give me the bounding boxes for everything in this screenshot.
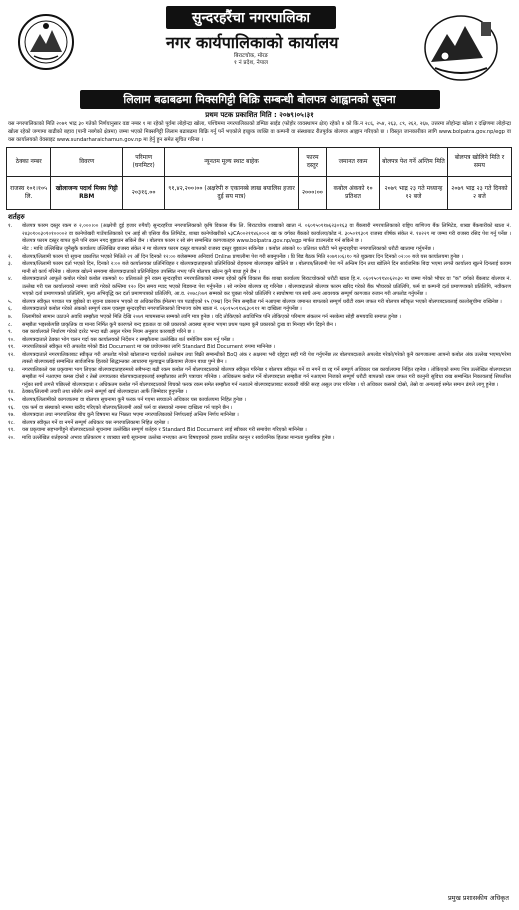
- term-item: [8, 352, 511, 367]
- column-header: जमानत रकम: [327, 148, 380, 177]
- org-name: सुन्दरहरैंचा नगरपालिका: [166, 6, 336, 29]
- term-item: [8, 223, 511, 246]
- table-cell: खोलाजन्य पदार्थ मिक्स गिट्टी RBM: [51, 177, 123, 210]
- terms-list: [6, 223, 513, 442]
- column-header: बोलपत्र खोलिने मिति र समय: [447, 148, 511, 177]
- column-header: परिमाण (घनमिटर): [123, 148, 165, 177]
- term-item: [8, 246, 511, 254]
- term-number: ७.: [8, 313, 13, 320]
- term-text: बोलपत्र/लिलामी फारम दर्ता भएको दिन, दिनको २:०० बजे कार्यालयका प्रतिनिधिहरु र बोलपत्रदाताहरुको प्रतिनिधिको रोहबरमा बोलपत्रहरु खोलिने छ । बोलपत्र/लिलामी पेश गर्ने अन्तिम दिन तथा खोलिने दिन सार्वजनिक बिदा भएमा लगत्तै कार्यालय खुल्ने दिनलाई कायम मानी सो कार्य गरिनेछ । बोलपत्र खोल्ने समयमा बोलपत्रदाताको प्रतिनिधिहरु उपस्थित नभए पनि बोलपत्र खोल्न कुनै बाधा हुने छैन ।: [22, 261, 511, 275]
- column-header: फारम दस्तुर: [298, 148, 326, 177]
- term-text: नोट : माथि उल्लिखित जुनैसुकै कार्यालय उल्लिखित राजस्व संकेत नं मा बोलपत्र फारम दस्तुर बापतको राजस्व दस्तुर बुझाउन सकिनेछ । कबोल अंकको १० प्रतिशत धरौटी भने सुन्दरहरैंचा नगरपालिकाको धरौटी खातामा गर्नुपर्नेछ ।: [22, 246, 435, 253]
- term-item: [8, 412, 511, 420]
- address-line: बिराटचोक, मोरङ: [233, 53, 269, 59]
- table-cell: राजस्व १०१।१०५ लि.: [7, 177, 51, 210]
- term-text: बोलपत्रदाताले आफूले कबोल गरेको कबोल रकमको १० प्रतिशतले हुने रकम सुन्दरहरैंचा नगरपालिकाको नाममा रहेको कृषि विकास बैंक शाखा कार्यालय बिराटचोकको धरौटी खाता हि.न. ०६०१५०११४०६२०३० मा जम्मा गरेको भौचर वा "क" वर्गको बैंकबाट बोलपत्र नं. उल्लेख गरी यस कार्यालयको नाममा जारी गरेको कम्तिमा १२० दिन समय म्याद भएको बिडबन्ड पेश गर्नुपर्नेछ । सो नगरेमा बोलपत्र रद्द गरिनेछ । बोलपत्रदाताले बोलपत्र फारम खरिद गरेको बैंक भौचरको प्रतिलिपि, फर्म वा कम्पनी दर्ता प्रमाणपत्रको प्रतिलिपि, नवीकरण भएको दर्ता प्रमाणपत्रको प्रतिलिपि, मूल्य अभिवृद्धि कर दर्ता प्रमाणपत्रको प्रतिलिपि, आ.व. २०७८/०७९ सम्मको कर चुक्ता गरेको प्रतिलिपि र स्वघोषणा पत्र साथै अन्य आवश्यक सम्पूर्ण कागजात रुजान गरी अपलोड गर्नुपर्नेछ ।: [22, 276, 511, 298]
- office-name: नगर कार्यपालिकाको कार्यालय: [166, 33, 339, 52]
- table-header-row: [7, 148, 512, 177]
- term-text: यस प्रकृयामा सहभागीहुने बोलपत्रदाताले सूचनामा उल्लेखित सम्पूर्ण शर्तहरु र Standard Bid Document लाई स्वीकार गरी समावेश गरिएको मानिनेछ ।: [22, 427, 307, 434]
- term-item: [8, 344, 511, 352]
- term-item: [8, 435, 511, 443]
- table-row: [7, 177, 512, 210]
- municipality-logo-icon: [421, 12, 501, 84]
- address-line: १ नं प्रदेश, नेपाल: [233, 60, 269, 66]
- bid-table: [6, 147, 512, 210]
- term-item: [8, 367, 511, 390]
- term-text: बोलपत्र/लिलामीको कागजातमा वा बोलपत्र सूचनामा कुनै फरक पर्न गएमा सच्याउने अधिकार यस कार्यालयमा निहित हुनेछ ।: [22, 396, 246, 403]
- term-text: लिलामीको सामान उठाउने अवधि सम्झौता भएको मिति देखि २०७९ माघमसान्त सम्मको लागि मात्र हुनेछ । यदि तोकिएको अवधिभित्र पनि तोकिएको परिमाण संकलन गर्न नसकेमा सोही समयवधि समाप्त हुनेछ ।: [22, 313, 401, 320]
- term-text: एक फर्म वा संस्थाको नाममा खरीद गरिएको बोलपत्र/लिलामी अर्को फर्म वा संस्थाको नाममा दाखिला गर्न पाइने छैन ।: [22, 404, 233, 411]
- term-text: नगरपालिकाले स्वीकृत गरी अपलोड गरेको Bid Document मा यस प्रयोजनका लागि Standard Bid Document रुपमा मानिनेछ ।: [22, 344, 276, 351]
- term-item: [8, 314, 511, 322]
- term-item: [8, 322, 511, 330]
- term-number: ८.: [8, 321, 13, 328]
- term-item: [8, 389, 511, 397]
- term-number: १२.: [8, 351, 15, 358]
- column-header: ठेक्का नम्बर: [7, 148, 51, 177]
- term-text: बोलपत्र फारम दस्तुर रकम रु २,०००।०० (अक्षरेपी दुई हजार रुपैयाँ) सुन्दरहरैंचा नगरपालिकाको कृषि विकास बैंक लि. बिराटचोक शाखाको खाता नं. ०६०१५०११७६२३०१६३ वा बैंकबारी नगरपालिकाको राष्ट्रिय बाणिज्य बैंक लिमिटेड, शाखा बैंकबारीको खाता नं. २४३०१००३०१०१००००२ वा कानेपोखरी गाउँपालिकाको एन आई सी एसिया बैंक लिमिटेड, शाखा कानेपोखरीको ५३CA००२११४६०००२ खा क वर्गका बैंकको कार्यालय/कोड नं. ३०५०११३०१ राजस्व शीर्षक संकेत नं. १४२२९ मा जम्मा गरी राजस्व रसिद पेश गर्नु पर्नेछ । बोलपत्र फारम दस्तुर बापत कुनै पनि रकम नगद बुझाउन सकिने छैन । बोलपत्र फारम र सो संग सम्बन्धित कागजातहरु www.bolpatra.gov.np/egp मार्फत डाउनलोड गर्न सकिने छ ।: [22, 223, 511, 245]
- term-text: बोलपत्रदाताले ठेक्का भोग चलन गर्दा यस कार्यालयको निर्देशन र सम्झौतामा उल्लेखित शर्त बमोजिम काम गर्नु पर्नेछ ।: [22, 336, 234, 343]
- table-cell: २०७९ भाद्र २३ गते दिनको २ बजे: [447, 177, 511, 210]
- table-cell: कबोल अंकको १० प्रतिशत: [327, 177, 380, 210]
- term-number: १९.: [8, 427, 15, 434]
- term-text: बोलपत्रदाताले कबोल गरेको अंकको सम्पूर्ण रकम एकमुष्ट सुन्दरहरैंचा नगरपालिकाको विभाज्य कोष खाता नं. ०६०१५०११४६३०१११ मा दाखिला गर्नुपर्नेछ ।: [22, 306, 302, 313]
- term-number: ३.: [8, 261, 13, 268]
- letterhead: [6, 4, 513, 90]
- term-text: नगरपालिकाले यस प्रकृयामा भाग लिएका बोलपत्रदाताहरुमध्ये सबैभन्दा बढी रकम कबोल गर्ने बोलपत्रदाताको बोलपत्र स्वीकृत गरिनेछ र बोलपत्र स्वीकृत गर्ने वा नगर्ने वा रद्द गर्ने सम्पूर्ण अधिकार यस कार्यालयमा निहित रहनेछ । तोकिएको समय भित्र उल्लेखित बोलपत्रदाता सम्झौता गर्न नआएमा कमस दोस्रो र तेस्रो लगायतका बोलपत्रदाताहरुलाई सम्झौताका लागि पत्राचार गरिनेछ । अधिकतम कबोल गर्ने बोलपत्रदाता सम्झौता गर्न नआएमा निजको सम्पूर्ण धरौटी बापतको रकम जफत गरी कानुनी सुविधा राख सम्बन्धित निकायलाई सिफारिस गर्नुका साथै लगत्तै पछिल्लो बोलपत्रदाता र अधिकतम कबोल गर्ने बोलपत्रदाताको बिचको फरक रकम समेत सम्झौता गर्न नआउने बोलपत्रदाताबाट सरकारी बाँकी सरह असुल उपर गरिनेछ । यो अधिकार कसको दोस्रो, तेस्रो वा अन्यलाई समेत समान ढंगले लागू हुनेछ ।: [22, 366, 511, 388]
- term-number: ६.: [8, 306, 13, 313]
- column-header: विवरण: [51, 148, 123, 177]
- term-number: ११.: [8, 344, 15, 351]
- term-item: [8, 261, 511, 276]
- table-cell: २०३१६.००: [123, 177, 165, 210]
- term-number: १७.: [8, 412, 15, 419]
- term-text: ठेक्का/लिलामी तयारी तथा सोसँग लाग्ने सम्पूर्ण खर्च बोलपत्रदाता आफैं जिम्मेवार हुनुपर्नेछ ।: [22, 389, 188, 396]
- signature-title: प्रमुख प्रशासकीय अधिकृत: [447, 894, 509, 902]
- nepal-emblem-icon: [16, 12, 76, 72]
- term-text: यस कार्यालयले निर्धारण गरेको दररेट भन्दा बढी असुल गरेमा नियम अनुसार कारबाही गरिने छ ।: [22, 329, 195, 336]
- term-number: १०.: [8, 336, 15, 343]
- term-number: १३.: [8, 366, 15, 373]
- term-number: ९.: [8, 329, 13, 336]
- publish-date: प्रथम पटक प्रकाशित मिति : २०७९।०५।३१: [205, 111, 314, 119]
- term-item: [8, 397, 511, 405]
- term-item: [8, 427, 511, 435]
- term-number: [8, 246, 22, 254]
- table-cell: ९१,४२,२००।०० (अक्षरेपी रु एकानब्बे लाख बयालिस हजार दुई सय मात्र): [165, 177, 299, 210]
- term-item: [8, 254, 511, 262]
- term-number: १८.: [8, 419, 15, 426]
- term-item: [8, 329, 511, 337]
- term-text: सम्झौता भइसकेपछि प्राकृतिक वा मानव निर्मित कुनै कारणले बन्द हडताल वा यसै प्रकारको अवस्था सृजना भएमा प्रथम पक्षमा कुनै प्रकारको दुःख वा मिनाहा माँग दिइने छैन ।: [22, 321, 337, 328]
- term-item: [8, 337, 511, 345]
- term-number: ४.: [8, 276, 13, 283]
- column-header: बोलपत्र पेश गर्ने अन्तिम मिति: [380, 148, 448, 177]
- term-number: ५.: [8, 298, 13, 305]
- table-cell: २०७९ भाद्र २३ गते मध्यान्ह १२ बजे: [380, 177, 448, 210]
- term-text: बोलपत्र/लिलामी फारम यो सूचना प्रकाशित भएको मितिले २१ औं दिन दिनको १२:०० बजेसम्ममा अनिवार्य Online प्रणालीमा पेश गरी सक्नुपर्नेछ । प्रि बिड बैठक मिति २०७९।०६।१० गते शुक्रबार दिन दिनको ०२:०० बजे यस कार्यालयमा हुनेछ ।: [22, 253, 464, 260]
- term-text: बोलपत्र स्वीकृत पश्चात पत्र बुझेको वा सूचना प्रकाशन भएको वा अधिकारीक ईमेलमा पत्र पठाईएको १५ (पन्ध्र) दिन भित्र सम्झौता गर्न नआएमा बोलपत्र जमानत बापतको सम्पूर्ण धरौटी रकम जफत गरी बोलपत्र स्वीकृत भएको बोलपत्रदातालाई कालोसूचीमा राखिनेछ ।: [22, 298, 502, 305]
- terms-heading: शर्तहरु: [8, 213, 25, 222]
- term-text: बोलपत्रदाताले नगरपालिकाबाट स्वीकृत गरी अपलोड गरेको खोलाजन्य पदार्थको उल्लेखन तथा बिक्री सम्बन्धीको BoQ अंक र अक्षरमा भरी रहेहुदा सही गरी पेश गर्नुपर्नेछ तर बोलपत्रदाताले अपलोड गरेको/गरेको कुनै कागजातमा आफ्नो कबोल अंक उल्लेख भएमा/गरेमा त्यस्तो बोलपत्रलाई सम्बन्धित सार्वजनिक हितको सिद्धान्तका आधारमा मूल्याङ्कन प्रक्रियामा लैजान बाधा पुग्ने छैन ।: [22, 351, 511, 366]
- term-text: बोलपत्र स्वीकृत गर्ने वा नगर्ने सम्पूर्ण अधिकार यस नगरपालिकामा निहित रहनेछ ।: [22, 419, 169, 426]
- title-box: [166, 6, 339, 67]
- term-text: बोलपत्रदाता तथा नगरपालिका बीच कुनै विषयमा मत भिन्नता भएमा नगरपालिकाको निर्णयलाई अन्तिम निर्णय मानिनेछ ।: [22, 412, 239, 419]
- term-item: [8, 306, 511, 314]
- term-number: १५.: [8, 396, 15, 403]
- term-item: [8, 276, 511, 299]
- term-number: २०.: [8, 434, 15, 441]
- term-number: १६.: [8, 404, 15, 411]
- term-text: माथि उल्लेखित शर्तहरुको अभाव प्रतिकारण र व्याख्या साथै सूचनामा उल्लेख नभएका अन्य विषयहरुको हकमा प्रचलित कानून र सार्वजनिक हितका मान्यता मुताबिक हुनेछ ।: [22, 434, 335, 441]
- column-header: न्यूनतम मूल्य स्थाट बाहेक: [165, 148, 299, 177]
- term-item: [8, 405, 511, 413]
- term-number: १४.: [8, 389, 15, 396]
- term-number: २.: [8, 253, 13, 260]
- table-cell: २०००।००: [298, 177, 326, 210]
- intro-paragraph: यस नगरपालिकाको मिति २०७९ भाद्र ३० गतेको निर्णयानुसार वडा नम्बर १ मा रहेको पूर्वमा लोहोन्द्रा खोला, पश्चिममा नगरपालिकाको डम्पिङ साईड (फोहोर व्यवस्थापन क्षेत्र) रहेको ४ को कि.न २८६, २५४, २६३, ८९, २६२, २६७, उत्तरमा लोहोन्द्रा खोला र दक्षिणमा लोहोन्द्रा खोला रहेको जग्गामा बाढीको बहाव (पानी नबगेको क्षेत्रमा) जम्मा भएको मिक्सगिट्टी लिलाम बढाबढमा बिक्रि गर्नु पर्ने भएकोले इच्छुक व्यक्ति वा कम्पनी वा संस्थाबाट रीतपूर्वक बोलपत्र आह्वान गरिएको छ । विस्तृत जानकारीका लागि www.bolpatra.gov.np/egp वा यस कार्यालयको वेवसाइट www.sundarharaichamun.gov.np मा हेर्नु हुन समेत सूचित गरिन्छ ।: [8, 121, 511, 143]
- term-number: १.: [8, 223, 13, 230]
- notice-title: लिलाम बढाबढमा मिक्सगिट्टी बिक्रि सम्बन्धी बोलपत्र आह्वानको सूचना: [80, 90, 440, 109]
